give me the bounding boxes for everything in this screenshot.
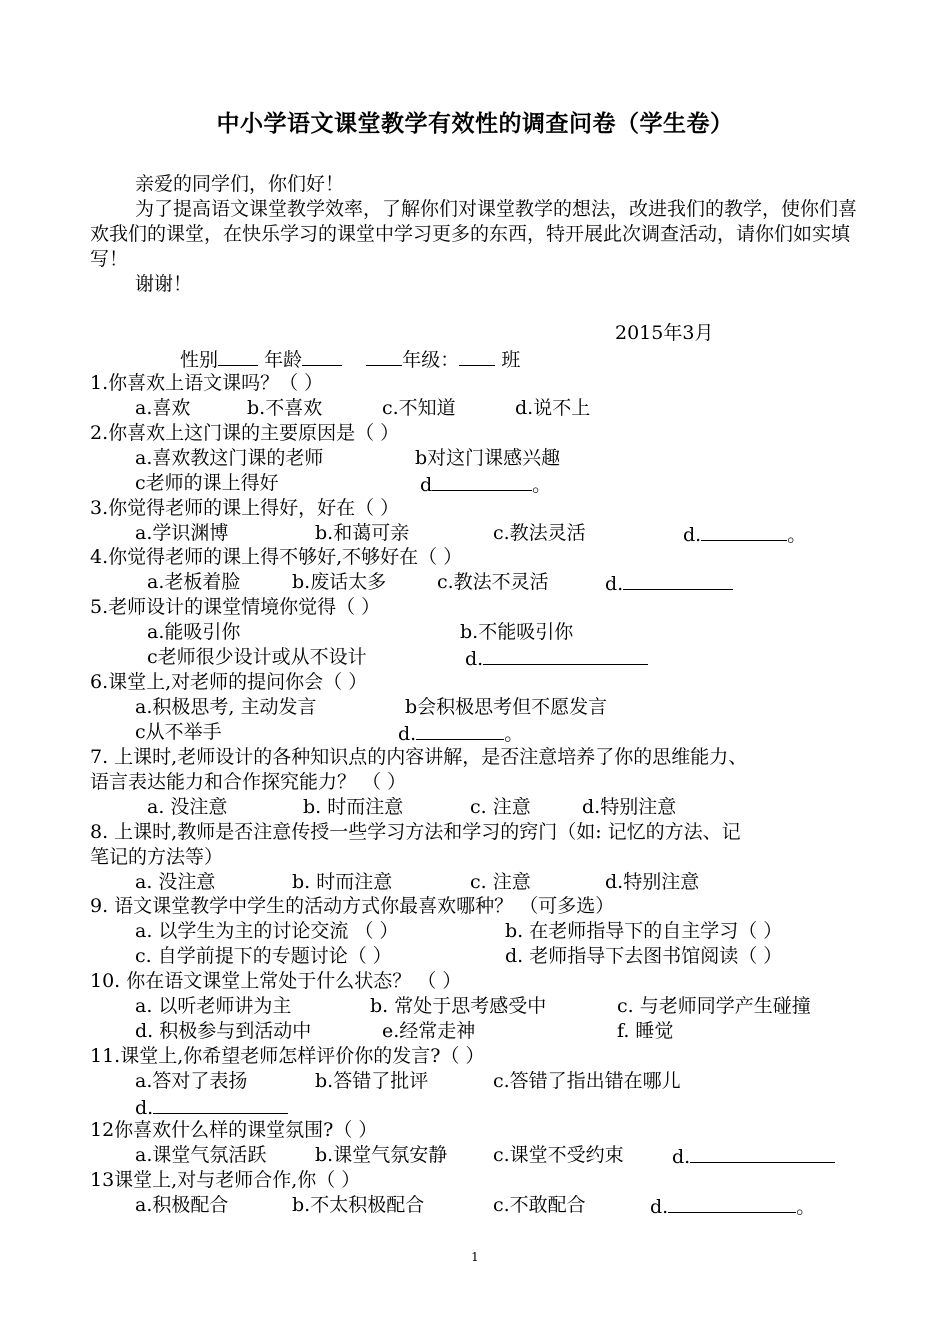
q1-option-c[interactable]: c.不知道 [382,397,456,419]
question-7-line-2: 语言表达能力和合作探究能力？ （ ） [90,771,407,793]
q9-option-b[interactable]: b. 在老师指导下的自主学习（ ） [505,920,783,942]
q12-option-b[interactable]: b.课堂气氛安静 [315,1144,448,1166]
q13-option-d[interactable]: d. 。 [650,1193,815,1220]
q10-option-f[interactable]: f. 睡觉 [617,1020,674,1042]
q9-option-c[interactable]: c. 自学前提下的专题讨论（ ） [135,945,392,967]
q3-option-a[interactable]: a.学识渊博 [135,522,229,544]
q7-option-c[interactable]: c. 注意 [470,796,531,818]
q3-option-c[interactable]: c.教法灵活 [493,522,586,544]
q10-option-d[interactable]: d. 积极参与到活动中 [135,1020,312,1042]
question-11: 11.课堂上,你希望老师怎样评价你的发言?（ ） [90,1045,485,1067]
gender-label: 性别 [180,349,219,371]
date: 2015年3月 [615,322,714,344]
q12-option-d[interactable]: d. [672,1143,835,1170]
q1-option-d[interactable]: d.说不上 [515,397,591,419]
q6-option-a[interactable]: a.积极思考, 主动发言 [135,696,317,718]
q4-option-b[interactable]: b.废话太多 [292,571,387,593]
q12-d-blank[interactable] [690,1143,835,1163]
question-2: 2.你喜欢上这门课的主要原因是（ ） [90,422,400,444]
q5-d-blank[interactable] [483,645,648,665]
question-6: 6.课堂上,对老师的提问你会（ ） [90,671,368,693]
q8-option-b[interactable]: b. 时而注意 [292,871,393,893]
question-8-line-1: 8. 上课时,教师是否注意传授一些学习方法和学习的窍门（如: 记忆的方法、记 [90,821,741,843]
q2-option-b[interactable]: b对这门课感兴趣 [415,447,561,469]
page-title: 中小学语文课堂教学有效性的调查问卷（学生卷） [216,111,734,137]
question-8-line-2: 笔记的方法等） [90,846,224,868]
q4-option-a[interactable]: a.老板着脸 [147,571,241,593]
q9-option-a[interactable]: a. 以学生为主的讨论交流 （ ） [135,920,399,942]
question-10: 10. 你在语文课堂上常处于什么状态？ （ ） [90,970,462,992]
q12-option-c[interactable]: c.课堂不受约束 [493,1144,624,1166]
q8-option-d[interactable]: d.特别注意 [605,871,700,893]
q9-option-d[interactable]: d. 老师指导下去图书馆阅读（ ） [505,945,783,967]
q7-option-d[interactable]: d.特别注意 [582,796,677,818]
class-blank[interactable] [459,346,495,366]
gender-blank[interactable] [218,346,258,366]
info-line [180,346,520,373]
q5-option-c[interactable]: c老师很少设计或从不设计 [147,646,367,668]
q3-option-b[interactable]: b.和蔼可亲 [315,522,410,544]
question-7-line-1: 7. 上课时,老师设计的各种知识点的内容讲解，是否注意培养了你的思维能力、 [90,746,748,768]
q2-option-d[interactable]: d 。 [420,471,551,498]
q10-option-b[interactable]: b. 常处于思考感受中 [370,995,547,1017]
q6-d-blank[interactable] [416,720,504,740]
q7-option-a[interactable]: a. 没注意 [147,796,228,818]
q7-option-b[interactable]: b. 时而注意 [303,796,404,818]
q10-option-e[interactable]: e.经常走神 [382,1020,476,1042]
question-4: 4.你觉得老师的课上得不够好,不够好在（ ） [90,546,463,568]
grade-blank[interactable] [366,346,402,366]
intro-paragraph: 为了提高语文课堂教学效率，了解你们对课堂教学的想法，改进我们的教学，使你们喜欢我们的课堂，在快乐学习的课堂中学习更多的东西，特开展此次调查活动，请你们如实填写！ [90,198,858,270]
q11-d-blank[interactable] [153,1094,288,1114]
q5-option-a[interactable]: a.能吸引你 [147,621,241,643]
q10-option-a[interactable]: a. 以听老师讲为主 [135,995,292,1017]
grade-label: 年级： [402,349,460,371]
q2-option-c[interactable]: c老师的课上得好 [135,472,279,494]
q2-option-a[interactable]: a.喜欢教这门课的老师 [135,447,324,469]
q11-option-b[interactable]: b.答错了批评 [315,1070,429,1092]
q6-option-c[interactable]: c从不举手 [135,721,222,743]
age-label: 年龄 [264,349,303,371]
q3-option-d[interactable]: d. 。 [683,521,806,548]
question-3: 3.你觉得老师的课上得好，好在（ ） [90,497,400,519]
q8-option-a[interactable]: a. 没注意 [135,871,216,893]
q5-option-d[interactable]: d. [465,645,648,672]
question-5: 5.老师设计的课堂情境你觉得（ ） [90,596,381,618]
q3-d-blank[interactable] [701,521,787,541]
age-blank[interactable] [302,346,342,366]
q6-option-b[interactable]: b会积极思考但不愿发言 [405,696,608,718]
q8-option-c[interactable]: c. 注意 [470,871,531,893]
q4-option-c[interactable]: c.教法不灵活 [437,571,549,593]
q4-option-d[interactable]: d. [605,570,733,597]
q12-option-a[interactable]: a.课堂气氛活跃 [135,1144,267,1166]
q1-option-b[interactable]: b.不喜欢 [247,397,323,419]
q4-d-blank[interactable] [623,570,733,590]
q6-option-d[interactable]: d. 。 [398,720,523,747]
question-13: 13课堂上,对与老师合作,你（ ） [90,1169,361,1191]
q13-option-b[interactable]: b.不太积极配合 [292,1194,425,1216]
q5-option-b[interactable]: b.不能吸引你 [460,621,574,643]
q11-option-d[interactable]: d. [135,1094,288,1121]
q2-d-blank[interactable] [432,471,532,491]
question-9: 9. 语文课堂教学中学生的活动方式你最喜欢哪种？ （可多选） [90,895,615,917]
q13-option-c[interactable]: c.不敢配合 [493,1194,586,1216]
greeting: 亲爱的同学们，你们好！ [135,173,345,195]
question-12: 12你喜欢什么样的课堂氛围?（ ） [90,1119,378,1141]
page-number: 1 [471,1250,479,1264]
q13-d-blank[interactable] [668,1193,796,1213]
q11-option-c[interactable]: c.答错了指出错在哪儿 [493,1070,681,1092]
class-label: 班 [501,349,521,371]
q1-option-a[interactable]: a.喜欢 [135,397,191,419]
question-1: 1.你喜欢上语文课吗？（ ） [90,372,324,394]
thanks: 谢谢！ [135,273,193,295]
q13-option-a[interactable]: a.积极配合 [135,1194,229,1216]
q11-option-a[interactable]: a.答对了表扬 [135,1070,248,1092]
q10-option-c[interactable]: c. 与老师同学产生碰撞 [617,995,811,1017]
